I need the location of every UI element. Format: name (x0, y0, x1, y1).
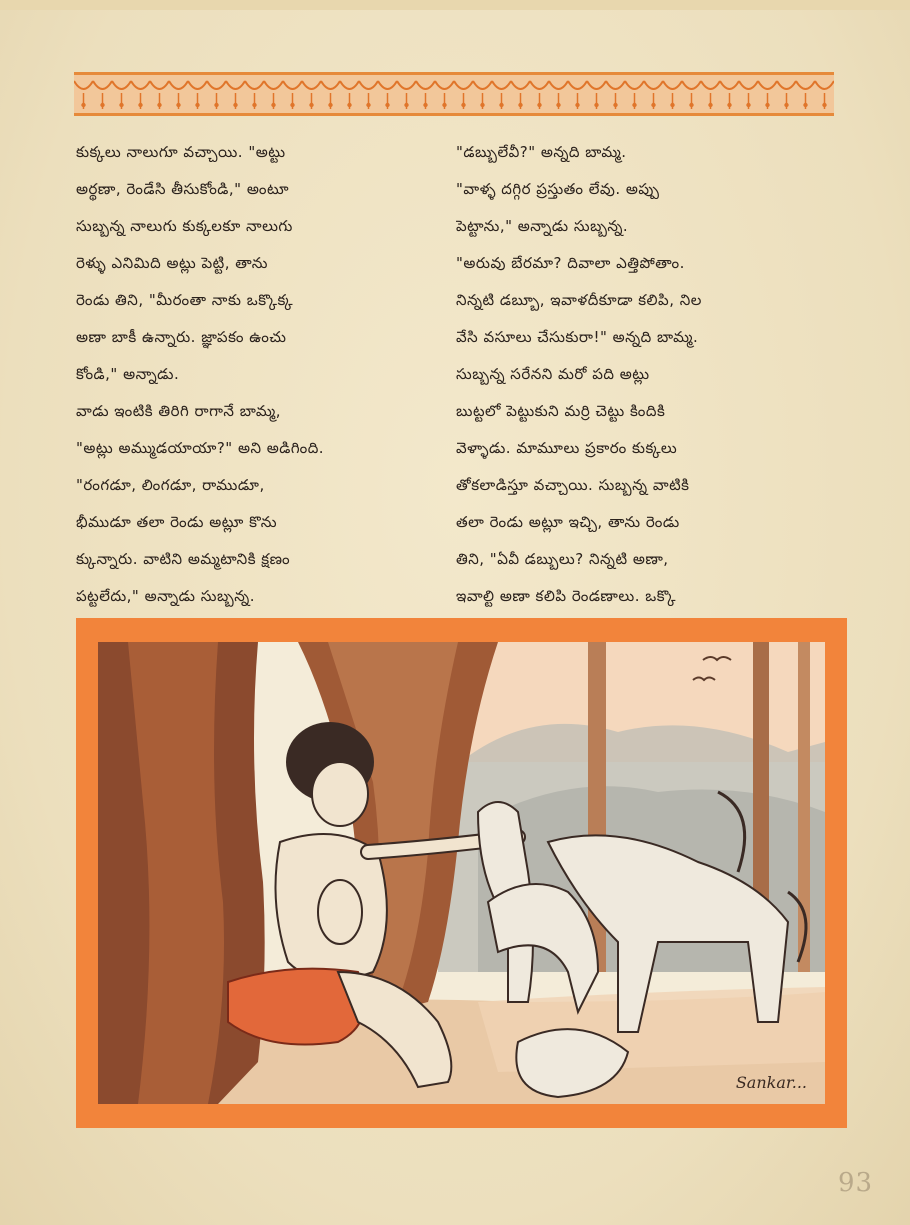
ornament-dot (727, 103, 731, 107)
left-text-column (76, 134, 451, 615)
ornament-dot (822, 103, 826, 107)
boy-and-dogs-drawing (98, 642, 825, 1104)
ornament-arch (511, 81, 530, 89)
text-line: బుట్టలో పెట్టుకుని మర్రి చెట్టు కిందికి (456, 402, 666, 420)
ornament-arch (340, 81, 359, 89)
ornament-dot (290, 103, 294, 107)
ornament-arch (720, 81, 739, 89)
ornament-arch (644, 81, 663, 89)
ornament-arch (758, 81, 777, 89)
ornament-arch (112, 81, 131, 89)
ornament-dot (385, 103, 389, 107)
ornament-arch (245, 81, 264, 89)
ornament-arch (150, 81, 169, 89)
ornament-dot (423, 103, 427, 107)
ornament-arch (473, 81, 492, 89)
text-line: కోండి," అన్నాడు. (76, 365, 180, 383)
text-line: ఇవాల్టి అణా కలిపి రెండణాలు. ఒక్కొ (456, 587, 677, 605)
ornament-arch (777, 81, 796, 89)
ornament-dot (765, 103, 769, 107)
text-line: అర్థణా, రెండేసి తీసుకోండి," అంటూ (76, 180, 290, 198)
ornament-arch (796, 81, 815, 89)
ornament-arch (454, 81, 473, 89)
ornament-arch (416, 81, 435, 89)
ornament-dot (537, 103, 541, 107)
text-line: "డబ్బులేవీ?" అన్నది బామ్మ. (456, 143, 627, 161)
ornament-dot (556, 103, 560, 107)
ornament-dot (784, 103, 788, 107)
text-line: తిని, "ఏవీ డబ్బులు? నిన్నటి అణా, (456, 550, 669, 568)
ornament-dot (176, 103, 180, 107)
ornament-dot (708, 103, 712, 107)
ornament-arch (815, 81, 834, 89)
ornament-dot (651, 103, 655, 107)
illustration (98, 642, 825, 1104)
ornament-arch (207, 81, 226, 89)
ornament-arch (568, 81, 587, 89)
ornament-arch (701, 81, 720, 89)
ornament-arch (587, 81, 606, 89)
ornament-dot (328, 103, 332, 107)
top-edge (0, 0, 910, 10)
ornament-dot (81, 103, 85, 107)
ornament-dot (803, 103, 807, 107)
text-line: పెట్టాను," అన్నాడు సుబ్బన్న. (456, 217, 629, 235)
ornament-dot (252, 103, 256, 107)
ornament-dot (309, 103, 313, 107)
ornament-dot (100, 103, 104, 107)
ornament-dot (404, 103, 408, 107)
text-line: సుబ్బన్న నాలుగు కుక్కలకూ నాలుగు (76, 217, 293, 235)
ornament-dot (366, 103, 370, 107)
ornament-arch (359, 81, 378, 89)
ornament-dot (518, 103, 522, 107)
ornament-arch (606, 81, 625, 89)
ornament-arch (549, 81, 568, 89)
ornament-dot (480, 103, 484, 107)
ornament-arch (397, 81, 416, 89)
ornament-arch (378, 81, 397, 89)
ornament-arch (739, 81, 758, 89)
ornament-dot (442, 103, 446, 107)
ornament-arch (530, 81, 549, 89)
ornament-arch (264, 81, 283, 89)
text-line: "రంగడూ, లింగడూ, రాముడూ, (76, 476, 265, 494)
text-line: తలా రెండు అట్లూ ఇచ్చి, తాను రెండు (456, 513, 680, 531)
ornament-arch (663, 81, 682, 89)
ornament-arch (93, 81, 112, 89)
ornament-arch (74, 81, 93, 89)
text-line: పట్టలేదు," అన్నాడు సుబ్బన్న. (76, 587, 256, 605)
ornament-dot (746, 103, 750, 107)
text-line: సుబ్బన్న సరేనని మరో పది అట్లు (456, 365, 650, 383)
ornament-dot (613, 103, 617, 107)
text-line: "వాళ్ళ దగ్గిర ప్రస్తుతం లేవు. అప్పు (456, 180, 660, 198)
right-text-column (456, 134, 831, 615)
text-line: క్కున్నారు. వాటిని అమ్మటానికి క్షణం (76, 550, 291, 568)
page-number: 93 (838, 1168, 874, 1198)
illustration-frame (76, 618, 847, 1128)
ornament-dot (138, 103, 142, 107)
ornament-dot (594, 103, 598, 107)
ornament-arch (435, 81, 454, 89)
ornament-arch (169, 81, 188, 89)
text-line: రెండు తిని, "మీరంతా నాకు ఒక్కొక్క (76, 291, 294, 309)
text-line: నిన్నటి డబ్బూ, ఇవాళదీకూడా కలిపి, నిల (456, 291, 702, 309)
text-line: రెళ్ళు ఎనిమిది అట్లు పెట్టి, తాను (76, 254, 268, 272)
ornament-arch (625, 81, 644, 89)
ornament-arch (226, 81, 245, 89)
ornament-dot (214, 103, 218, 107)
ornament-dot (119, 103, 123, 107)
ornament-dot (499, 103, 503, 107)
ornament-dot (157, 103, 161, 107)
ornament-arch (283, 81, 302, 89)
ornament-arch (188, 81, 207, 89)
ornament-arch (321, 81, 340, 89)
ornament-dot (461, 103, 465, 107)
text-line: "అట్లు అమ్ముడయాయా?" అని అడిగింది. (76, 439, 325, 457)
text-line: భీముడూ తలా రెండు అట్లూ కొను (76, 513, 278, 531)
ornament-dot (575, 103, 579, 107)
ornament-dot (689, 103, 693, 107)
ornament-dot (195, 103, 199, 107)
text-line: వాడు ఇంటికి తిరిగి రాగానే బామ్మ, (76, 402, 281, 420)
ornament-dot (670, 103, 674, 107)
ornament-border-graphic (74, 75, 834, 113)
decorative-border (74, 72, 834, 116)
ornament-arch (131, 81, 150, 89)
ornament-dot (632, 103, 636, 107)
ornament-dot (347, 103, 351, 107)
text-line: వేసి వసూలు చేసుకురా!" అన్నది బామ్మ. (456, 328, 699, 346)
ornament-dot (271, 103, 275, 107)
ornament-arch (682, 81, 701, 89)
text-line: వెళ్ళాడు. మామూలు ప్రకారం కుక్కలు (456, 439, 678, 457)
ornament-arch (492, 81, 511, 89)
artist-signature: Sankar... (735, 1073, 807, 1092)
ornament-arch (302, 81, 321, 89)
text-line: కుక్కలు నాలుగూ వచ్చాయి. "అట్టు (76, 143, 286, 161)
text-line: అణా బాకీ ఉన్నారు. జ్ఞాపకం ఉంచు (76, 328, 287, 346)
ornament-dot (233, 103, 237, 107)
text-line: "అరువు బేరమా? దివాలా ఎత్తిపోతాం. (456, 254, 685, 272)
text-line: తోకలాడిస్తూ వచ్చాయి. సుబ్బన్న వాటికి (456, 476, 690, 494)
